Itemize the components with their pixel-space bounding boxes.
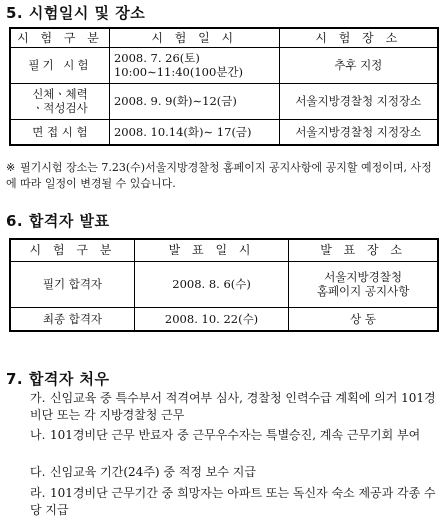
table-row	[10, 47, 438, 83]
list-item	[30, 427, 442, 444]
header-place: 시 험 장 소	[279, 28, 438, 47]
row-place: 서울지방경찰청 지정장소	[279, 83, 438, 119]
table-header-row	[10, 239, 438, 261]
note-text: 필기시험 장소는 7.23(수)서울지방경찰청 홈페이지 공지사항에 공지할 예정이며, 사정에 따라 일정이 변경될 수 있습니다.	[6, 161, 432, 190]
row-category-line: 신체ㆍ체력	[32, 87, 88, 101]
list-item-text: 101경비단 근무기간 중 희망자는 아파트 또는 독신자 숙소 제공과 각종 수당 지급	[30, 486, 436, 517]
row-place: 추후 지정	[279, 47, 438, 83]
row-date-line: 10:00∼11:40(100분간)	[113, 65, 243, 79]
row-date-line: 2008. 7. 26(토)	[113, 51, 200, 65]
list-item-label: 나.	[30, 428, 46, 442]
row-date: 2008. 10.14(화)∼ 17(금)	[109, 119, 279, 145]
header-date: 시 험 일 시	[109, 28, 279, 47]
row-place: 상 동	[289, 307, 438, 331]
row-place-line: 서울지방경찰청	[324, 270, 402, 284]
row-category: 면 접 시 험	[10, 119, 109, 145]
row-date: 2008. 10. 22(수)	[134, 307, 288, 331]
row-category: 필기 합격자	[10, 261, 134, 307]
table-row	[10, 83, 438, 119]
row-category: 최종 합격자	[10, 307, 134, 331]
row-place	[289, 261, 438, 307]
exam-location-note	[6, 160, 438, 192]
row-date: 2008. 9. 9(화)∼12(금)	[109, 83, 279, 119]
list-item-text: 신임교육 기간(24주) 중 적정 보수 지급	[50, 465, 256, 479]
list-item-text: 신임교육 중 특수부서 적격여부 심사, 경찰청 인력수급 계획에 의거 101경비단 또는 각 지방경찰청 근무	[30, 391, 436, 422]
row-place: 서울지방경찰청 지정장소	[279, 119, 438, 145]
list-item	[30, 390, 442, 424]
row-date	[109, 47, 279, 83]
section5-title: 5. 시험일시 및 장소	[6, 4, 146, 22]
exam-schedule-table	[9, 27, 439, 146]
header-category: 시 험 구 분	[10, 28, 109, 47]
list-item-label: 라.	[30, 486, 46, 500]
list-item-label: 가.	[30, 391, 46, 405]
header-place: 발 표 장 소	[289, 239, 438, 261]
row-place-line: 홈페이지 공지사항	[316, 284, 410, 298]
row-category: 필기 시험	[10, 47, 109, 83]
table-header-row	[10, 28, 438, 47]
table-row	[10, 307, 438, 331]
list-item-text: 101경비단 근무 반료자 중 근무우수자는 특별승진, 계속 근무기회 부여	[50, 428, 421, 442]
table-row	[10, 261, 438, 307]
note-mark: ※	[6, 161, 16, 174]
list-item	[30, 464, 442, 481]
list-item	[30, 485, 442, 519]
row-category-line: ㆍ적성검사	[32, 101, 88, 115]
row-category	[10, 83, 109, 119]
table-row	[10, 119, 438, 145]
announcement-table	[9, 238, 439, 332]
row-date: 2008. 8. 6(수)	[134, 261, 288, 307]
section6-title: 6. 합격자 발표	[6, 212, 110, 230]
list-item-label: 다.	[30, 465, 46, 479]
header-date: 발 표 일 시	[134, 239, 288, 261]
section7-title: 7. 합격자 처우	[6, 370, 110, 388]
header-category: 시 험 구 분	[10, 239, 134, 261]
